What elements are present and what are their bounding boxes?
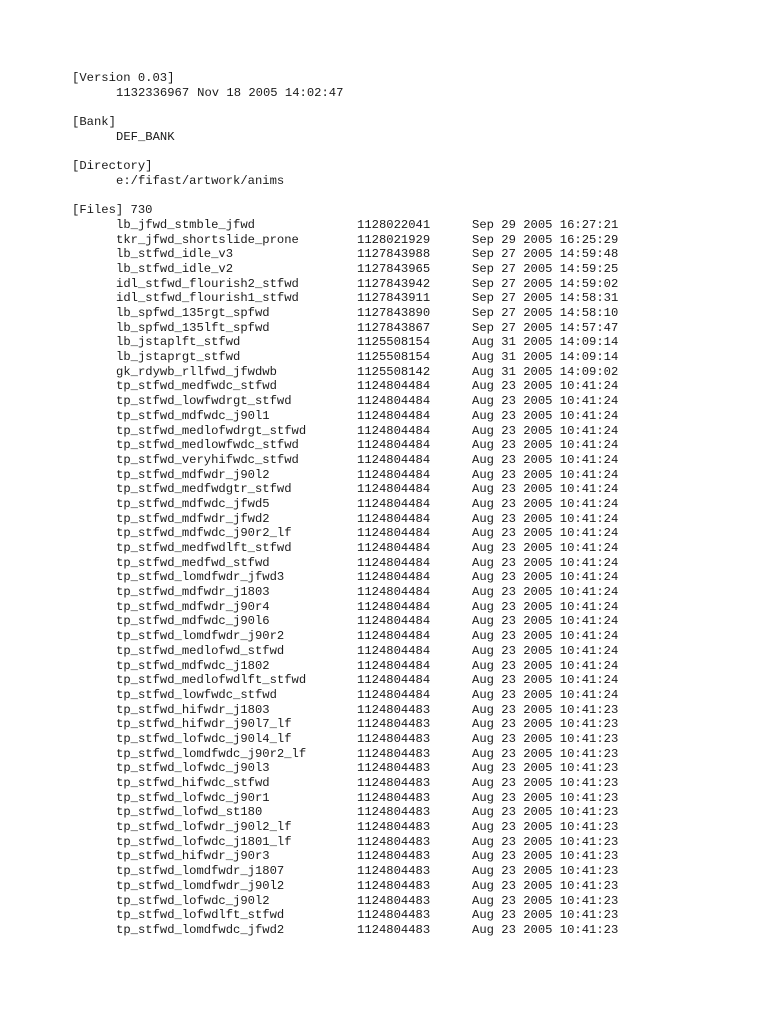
file-name: tp_stfwd_lofwdc_j90l4_lf bbox=[116, 731, 292, 746]
file-date: Aug 23 2005 10:41:24 bbox=[472, 511, 619, 526]
file-name: lb_stfwd_idle_v2 bbox=[116, 261, 234, 276]
file-timestamp: 1124804483 bbox=[357, 746, 431, 761]
file-name: tp_stfwd_lofwdc_j1801_lf bbox=[116, 834, 292, 849]
file-name: tp_stfwd_mdfwdr_jfwd2 bbox=[116, 511, 270, 526]
file-date: Aug 23 2005 10:41:24 bbox=[472, 526, 619, 541]
file-timestamp: 1124804484 bbox=[357, 687, 431, 702]
file-row bbox=[72, 218, 692, 233]
file-date: Aug 31 2005 14:09:14 bbox=[472, 350, 619, 365]
file-name: lb_jstaprgt_stfwd bbox=[116, 350, 241, 365]
file-timestamp: 1125508154 bbox=[357, 335, 431, 350]
file-timestamp: 1127843942 bbox=[357, 276, 431, 291]
file-name: lb_jfwd_stmble_jfwd bbox=[116, 217, 255, 232]
file-timestamp: 1124804484 bbox=[357, 423, 431, 438]
file-row bbox=[72, 864, 692, 879]
version-timestamp: 1132336967 bbox=[116, 85, 190, 100]
file-row bbox=[72, 732, 692, 747]
file-date: Aug 23 2005 10:41:23 bbox=[472, 717, 619, 732]
file-row bbox=[72, 247, 692, 262]
file-row bbox=[72, 791, 692, 806]
file-row bbox=[72, 600, 692, 615]
file-name: tp_stfwd_medfwdgtr_stfwd bbox=[116, 482, 292, 497]
file-date: Aug 23 2005 10:41:23 bbox=[472, 908, 619, 923]
file-row bbox=[72, 894, 692, 909]
file-timestamp: 1124804483 bbox=[357, 908, 431, 923]
file-timestamp: 1124804483 bbox=[357, 805, 431, 820]
file-timestamp: 1124804484 bbox=[357, 599, 431, 614]
file-date: Aug 23 2005 10:41:24 bbox=[472, 570, 619, 585]
file-timestamp: 1124804483 bbox=[357, 702, 431, 717]
file-date: Aug 23 2005 10:41:24 bbox=[472, 467, 619, 482]
file-date: Aug 23 2005 10:41:24 bbox=[472, 496, 619, 511]
file-row bbox=[72, 526, 692, 541]
file-timestamp: 1125508154 bbox=[357, 350, 431, 365]
file-date: Aug 23 2005 10:41:24 bbox=[472, 687, 619, 702]
file-row bbox=[72, 394, 692, 409]
file-date: Aug 23 2005 10:41:24 bbox=[472, 541, 619, 555]
file-name: tp_stfwd_hifwdr_j90r3 bbox=[116, 849, 270, 864]
file-name: tp_stfwd_mdfwdc_j90l1 bbox=[116, 408, 270, 423]
file-timestamp: 1124804484 bbox=[357, 555, 431, 570]
file-timestamp: 1124804484 bbox=[357, 394, 431, 409]
file-date: Aug 23 2005 10:41:24 bbox=[472, 585, 619, 600]
file-name: tp_stfwd_veryhifwdc_stfwd bbox=[116, 452, 299, 467]
file-date: Aug 23 2005 10:41:23 bbox=[472, 805, 619, 820]
file-row bbox=[72, 923, 692, 938]
file-timestamp: 1124804484 bbox=[357, 541, 431, 555]
bank-value: DEF_BANK bbox=[116, 129, 175, 144]
spacer bbox=[72, 100, 692, 115]
file-date: Aug 31 2005 14:09:14 bbox=[472, 335, 619, 350]
file-row bbox=[72, 717, 692, 732]
file-row bbox=[72, 512, 692, 527]
file-timestamp: 1124804484 bbox=[357, 526, 431, 541]
file-name: tp_stfwd_mdfwdr_j90r4 bbox=[116, 599, 270, 614]
file-timestamp: 1124804483 bbox=[357, 864, 431, 879]
file-date: Aug 23 2005 10:41:23 bbox=[472, 893, 619, 908]
version-date: Nov 18 2005 14:02:47 bbox=[197, 85, 344, 100]
file-name: tp_stfwd_mdfwdc_j90r2_lf bbox=[116, 526, 292, 541]
file-name: tp_stfwd_hifwdr_j90l7_lf bbox=[116, 717, 292, 732]
spacer bbox=[72, 189, 692, 204]
file-row bbox=[72, 703, 692, 718]
file-date: Sep 27 2005 14:57:47 bbox=[472, 320, 619, 335]
file-timestamp: 1124804484 bbox=[357, 658, 431, 673]
file-date: Aug 23 2005 10:41:24 bbox=[472, 629, 619, 644]
file-timestamp: 1127843867 bbox=[357, 320, 431, 335]
file-name: tp_stfwd_lofwdc_j90r1 bbox=[116, 790, 270, 805]
file-name: tp_stfwd_mdfwdr_j1803 bbox=[116, 585, 270, 600]
file-timestamp: 1124804484 bbox=[357, 452, 431, 467]
file-timestamp: 1128021929 bbox=[357, 232, 431, 247]
file-date: Aug 23 2005 10:41:23 bbox=[472, 731, 619, 746]
file-date: Aug 23 2005 10:41:23 bbox=[472, 834, 619, 849]
file-name: tp_stfwd_medlofwdrgt_stfwd bbox=[116, 423, 307, 438]
file-row bbox=[72, 306, 692, 321]
file-row bbox=[72, 365, 692, 380]
file-timestamp: 1124804483 bbox=[357, 820, 431, 835]
file-timestamp: 1124804484 bbox=[357, 629, 431, 644]
file-row bbox=[72, 541, 692, 556]
file-timestamp: 1124804484 bbox=[357, 614, 431, 629]
file-name: gk_rdywb_rllfwd_jfwdwb bbox=[116, 364, 277, 379]
file-date: Sep 29 2005 16:25:29 bbox=[472, 232, 619, 247]
file-timestamp: 1124804483 bbox=[357, 717, 431, 732]
file-row bbox=[72, 556, 692, 571]
file-row bbox=[72, 438, 692, 453]
file-name: tp_stfwd_hifwdr_j1803 bbox=[116, 702, 270, 717]
file-date: Aug 23 2005 10:41:24 bbox=[472, 394, 619, 409]
file-name: tp_stfwd_medfwd_stfwd bbox=[116, 555, 270, 570]
file-name: lb_stfwd_idle_v3 bbox=[116, 247, 234, 262]
file-date: Sep 27 2005 14:59:25 bbox=[472, 261, 619, 276]
file-name: tp_stfwd_mdfwdc_jfwd5 bbox=[116, 496, 270, 511]
file-name: tkr_jfwd_shortslide_prone bbox=[116, 232, 299, 247]
file-date: Aug 23 2005 10:41:24 bbox=[472, 658, 619, 673]
file-timestamp: 1127843911 bbox=[357, 291, 431, 306]
file-timestamp: 1124804483 bbox=[357, 878, 431, 893]
file-date: Aug 23 2005 10:41:24 bbox=[472, 438, 619, 453]
file-row bbox=[72, 335, 692, 350]
document bbox=[72, 71, 692, 938]
file-name: tp_stfwd_medlofwdlft_stfwd bbox=[116, 673, 307, 688]
file-row bbox=[72, 262, 692, 277]
file-row bbox=[72, 849, 692, 864]
file-row bbox=[72, 659, 692, 674]
file-date: Sep 27 2005 14:58:10 bbox=[472, 306, 619, 320]
file-date: Aug 23 2005 10:41:23 bbox=[472, 864, 619, 879]
file-date: Sep 27 2005 14:59:02 bbox=[472, 276, 619, 291]
file-timestamp: 1124804483 bbox=[357, 761, 431, 776]
file-timestamp: 1125508142 bbox=[357, 364, 431, 379]
file-name: idl_stfwd_flourish2_stfwd bbox=[116, 276, 299, 291]
bank-section-header: [Bank] bbox=[72, 115, 116, 130]
file-row bbox=[72, 570, 692, 585]
file-date: Aug 23 2005 10:41:23 bbox=[472, 849, 619, 864]
file-date: Aug 23 2005 10:41:23 bbox=[472, 922, 619, 937]
file-timestamp: 1124804484 bbox=[357, 482, 431, 497]
file-date: Aug 23 2005 10:41:24 bbox=[472, 614, 619, 629]
file-timestamp: 1124804484 bbox=[357, 408, 431, 423]
file-name: tp_stfwd_lofwdc_j90l2 bbox=[116, 893, 270, 908]
file-name: idl_stfwd_flourish1_stfwd bbox=[116, 291, 299, 306]
file-row bbox=[72, 761, 692, 776]
file-date: Aug 23 2005 10:41:24 bbox=[472, 599, 619, 614]
file-row bbox=[72, 350, 692, 365]
file-date: Aug 23 2005 10:41:23 bbox=[472, 820, 619, 835]
file-row bbox=[72, 468, 692, 483]
file-timestamp: 1124804483 bbox=[357, 922, 431, 937]
file-timestamp: 1128022041 bbox=[357, 217, 431, 232]
file-name: tp_stfwd_lofwdlft_stfwd bbox=[116, 908, 285, 923]
file-date: Aug 23 2005 10:41:24 bbox=[472, 673, 619, 688]
file-name: tp_stfwd_mdfwdc_j1802 bbox=[116, 658, 270, 673]
file-timestamp: 1124804484 bbox=[357, 379, 431, 394]
file-timestamp: 1124804483 bbox=[357, 834, 431, 849]
file-date: Aug 23 2005 10:41:23 bbox=[472, 878, 619, 893]
file-row bbox=[72, 585, 692, 600]
files-section-header: [Files] 730 bbox=[72, 203, 153, 218]
file-timestamp: 1124804483 bbox=[357, 790, 431, 805]
file-timestamp: 1124804484 bbox=[357, 438, 431, 453]
file-date: Sep 27 2005 14:58:31 bbox=[472, 291, 619, 306]
file-timestamp: 1127843965 bbox=[357, 261, 431, 276]
file-row bbox=[72, 629, 692, 644]
file-row bbox=[72, 879, 692, 894]
file-timestamp: 1124804484 bbox=[357, 643, 431, 658]
file-name: tp_stfwd_medfwdc_stfwd bbox=[116, 379, 277, 394]
spacer bbox=[72, 144, 692, 159]
file-name: tp_stfwd_lomdfwdr_j90r2 bbox=[116, 629, 285, 644]
file-name: lb_jstaplft_stfwd bbox=[116, 335, 241, 350]
file-row bbox=[72, 644, 692, 659]
file-timestamp: 1124804484 bbox=[357, 585, 431, 600]
file-date: Aug 31 2005 14:09:02 bbox=[472, 364, 619, 379]
file-name: tp_stfwd_lomdfwdc_j90r2_lf bbox=[116, 746, 307, 761]
file-name: lb_spfwd_135rgt_spfwd bbox=[116, 306, 270, 320]
file-name: tp_stfwd_lowfwdrgt_stfwd bbox=[116, 394, 292, 409]
file-date: Aug 23 2005 10:41:24 bbox=[472, 555, 619, 570]
file-name: tp_stfwd_lofwdc_j90l3 bbox=[116, 761, 270, 776]
file-timestamp: 1124804484 bbox=[357, 570, 431, 585]
file-date: Aug 23 2005 10:41:24 bbox=[472, 423, 619, 438]
file-row bbox=[72, 835, 692, 850]
file-date: Aug 23 2005 10:41:23 bbox=[472, 761, 619, 776]
file-row bbox=[72, 409, 692, 424]
file-date: Aug 23 2005 10:41:24 bbox=[472, 379, 619, 394]
file-row bbox=[72, 820, 692, 835]
file-row bbox=[72, 776, 692, 791]
file-row bbox=[72, 379, 692, 394]
file-name: tp_stfwd_lofwdr_j90l2_lf bbox=[116, 820, 292, 835]
file-timestamp: 1124804484 bbox=[357, 511, 431, 526]
file-timestamp: 1124804483 bbox=[357, 893, 431, 908]
file-date: Aug 23 2005 10:41:24 bbox=[472, 452, 619, 467]
file-timestamp: 1124804483 bbox=[357, 776, 431, 790]
file-row bbox=[72, 673, 692, 688]
file-timestamp: 1124804483 bbox=[357, 849, 431, 864]
file-name: tp_stfwd_lomdfwdr_jfwd3 bbox=[116, 570, 285, 585]
file-row bbox=[72, 614, 692, 629]
file-timestamp: 1127843890 bbox=[357, 306, 431, 320]
file-row bbox=[72, 277, 692, 292]
file-row bbox=[72, 908, 692, 923]
file-name: tp_stfwd_medlofwd_stfwd bbox=[116, 643, 285, 658]
file-timestamp: 1127843988 bbox=[357, 247, 431, 262]
file-row bbox=[72, 688, 692, 703]
file-name: tp_stfwd_medfwdlft_stfwd bbox=[116, 541, 292, 555]
file-name: tp_stfwd_mdfwdr_j90l2 bbox=[116, 467, 270, 482]
file-name: tp_stfwd_medlowfwdc_stfwd bbox=[116, 438, 299, 453]
file-date: Aug 23 2005 10:41:23 bbox=[472, 702, 619, 717]
file-name: tp_stfwd_hifwdc_stfwd bbox=[116, 776, 270, 790]
directory-section-header: [Directory] bbox=[72, 159, 153, 174]
file-row bbox=[72, 482, 692, 497]
file-timestamp: 1124804484 bbox=[357, 673, 431, 688]
file-row bbox=[72, 424, 692, 439]
file-row bbox=[72, 233, 692, 248]
version-section-header: [Version 0.03] bbox=[72, 71, 175, 85]
file-row bbox=[72, 321, 692, 336]
file-name: lb_spfwd_135lft_spfwd bbox=[116, 320, 270, 335]
file-date: Sep 27 2005 14:59:48 bbox=[472, 247, 619, 262]
file-row bbox=[72, 291, 692, 306]
file-timestamp: 1124804484 bbox=[357, 467, 431, 482]
file-row bbox=[72, 805, 692, 820]
file-list bbox=[72, 218, 692, 938]
file-date: Aug 23 2005 10:41:24 bbox=[472, 482, 619, 497]
file-date: Aug 23 2005 10:41:24 bbox=[472, 408, 619, 423]
file-name: tp_stfwd_lomdfwdc_jfwd2 bbox=[116, 922, 285, 937]
file-name: tp_stfwd_lomdfwdr_j90l2 bbox=[116, 878, 285, 893]
file-name: tp_stfwd_lofwd_st180 bbox=[116, 805, 263, 820]
file-row bbox=[72, 497, 692, 512]
file-row bbox=[72, 453, 692, 468]
file-date: Aug 23 2005 10:41:24 bbox=[472, 643, 619, 658]
file-date: Aug 23 2005 10:41:23 bbox=[472, 790, 619, 805]
file-name: tp_stfwd_lowfwdc_stfwd bbox=[116, 687, 277, 702]
file-timestamp: 1124804484 bbox=[357, 496, 431, 511]
file-date: Aug 23 2005 10:41:23 bbox=[472, 776, 619, 790]
file-date: Sep 29 2005 16:27:21 bbox=[472, 217, 619, 232]
directory-value: e:/fifast/artwork/anims bbox=[116, 173, 285, 188]
version-info bbox=[72, 86, 692, 101]
file-date: Aug 23 2005 10:41:23 bbox=[472, 746, 619, 761]
file-name: tp_stfwd_mdfwdc_j90l6 bbox=[116, 614, 270, 629]
file-timestamp: 1124804483 bbox=[357, 731, 431, 746]
file-row bbox=[72, 747, 692, 762]
file-name: tp_stfwd_lomdfwdr_j1807 bbox=[116, 864, 285, 879]
